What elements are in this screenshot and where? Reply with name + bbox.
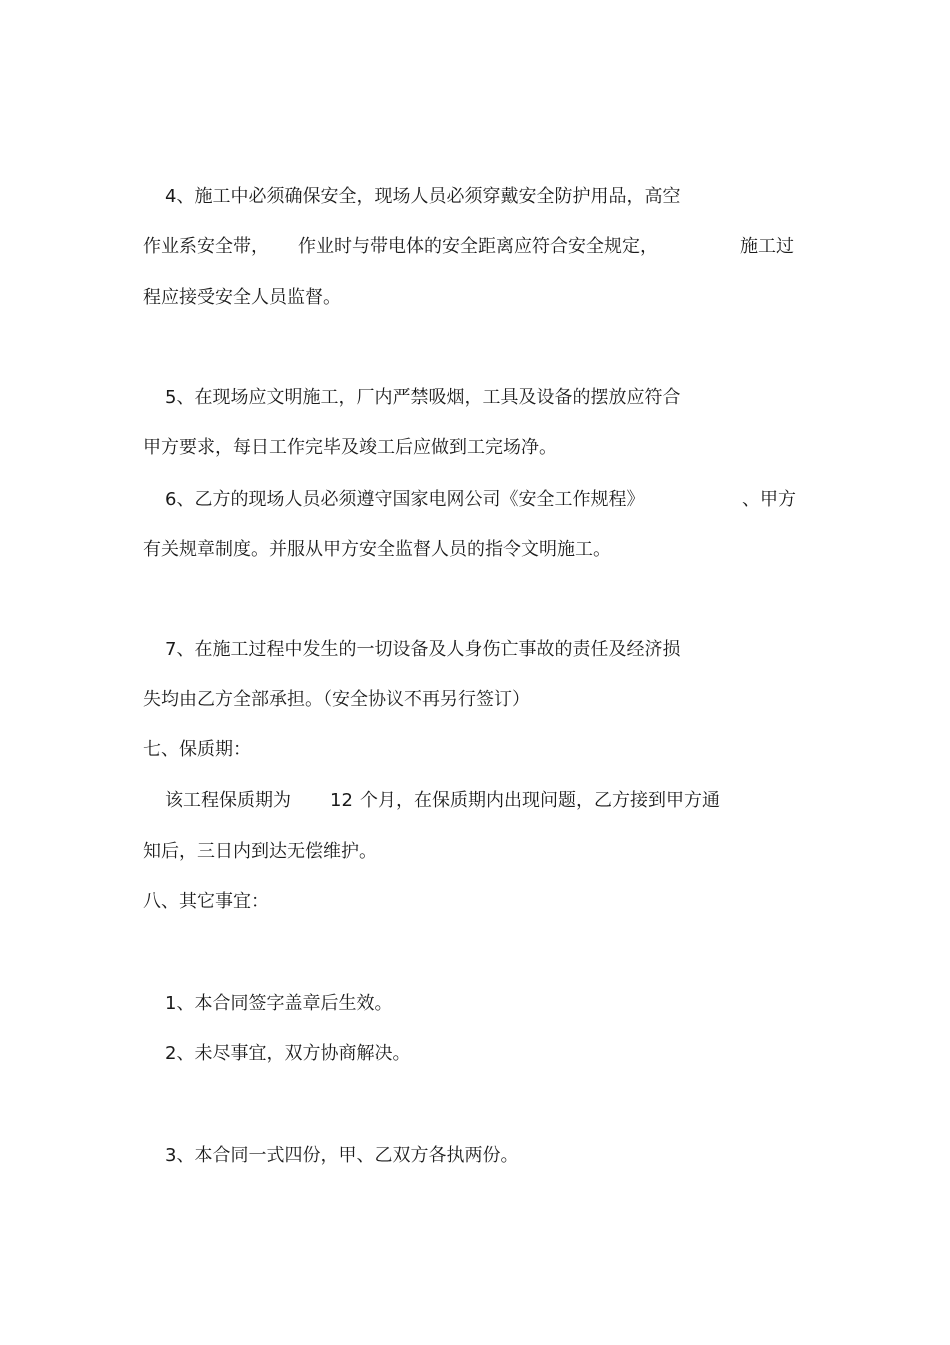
item5-line1-text: 5、在现场应文明施工，厂内严禁吸烟，工具及设备的摆放应符合 — [165, 387, 681, 408]
item6-line2-text: 有关规章制度。并服从甲方安全监督人员的指令文明施工。 — [143, 539, 611, 560]
warranty-months-value: 12 — [330, 790, 353, 811]
item7-line2-text: 失均由乙方全部承担。（安全协议不再另行签订） — [143, 689, 530, 710]
item4-line2-part1: 作业系安全带， — [143, 236, 269, 257]
item4-line2-part2: 作业时与带电体的安全距离应符合安全规定， — [298, 236, 658, 257]
section7-heading-text: 七、保质期： — [143, 739, 251, 760]
section7-line2-text: 知后，三日内到达无偿维护。 — [143, 841, 377, 862]
item4-line1-text: 4、施工中必须确保安全，现场人员必须穿戴安全防护用品，高空 — [165, 186, 681, 207]
section8-item1-text: 1、本合同签字盖章后生效。 — [165, 993, 393, 1014]
item7-line1-text: 7、在施工过程中发生的一切设备及人身伤亡事故的责任及经济损 — [165, 639, 681, 660]
item4-line3-text: 程应接受安全人员监督。 — [143, 287, 341, 308]
item6-line1-part2: 、甲方 — [742, 489, 796, 510]
section8-item2-text: 2、未尽事宜，双方协商解决。 — [165, 1043, 411, 1064]
section8-heading-text: 八、其它事宜： — [143, 891, 269, 912]
item4-line2-part3: 施工过 — [740, 236, 794, 257]
section8-item3-text: 3、本合同一式四份，甲、乙双方各执两份。 — [165, 1145, 519, 1166]
item5-line2-text: 甲方要求，每日工作完毕及竣工后应做到工完场净。 — [143, 437, 557, 458]
section7-line1-part1: 该工程保质期为 — [165, 790, 291, 811]
item6-line1-part1: 6、乙方的现场人员必须遵守国家电网公司《安全工作规程》 — [165, 489, 645, 510]
section7-line1-part3: 个月，在保质期内出现问题，乙方接到甲方通 — [360, 790, 720, 811]
